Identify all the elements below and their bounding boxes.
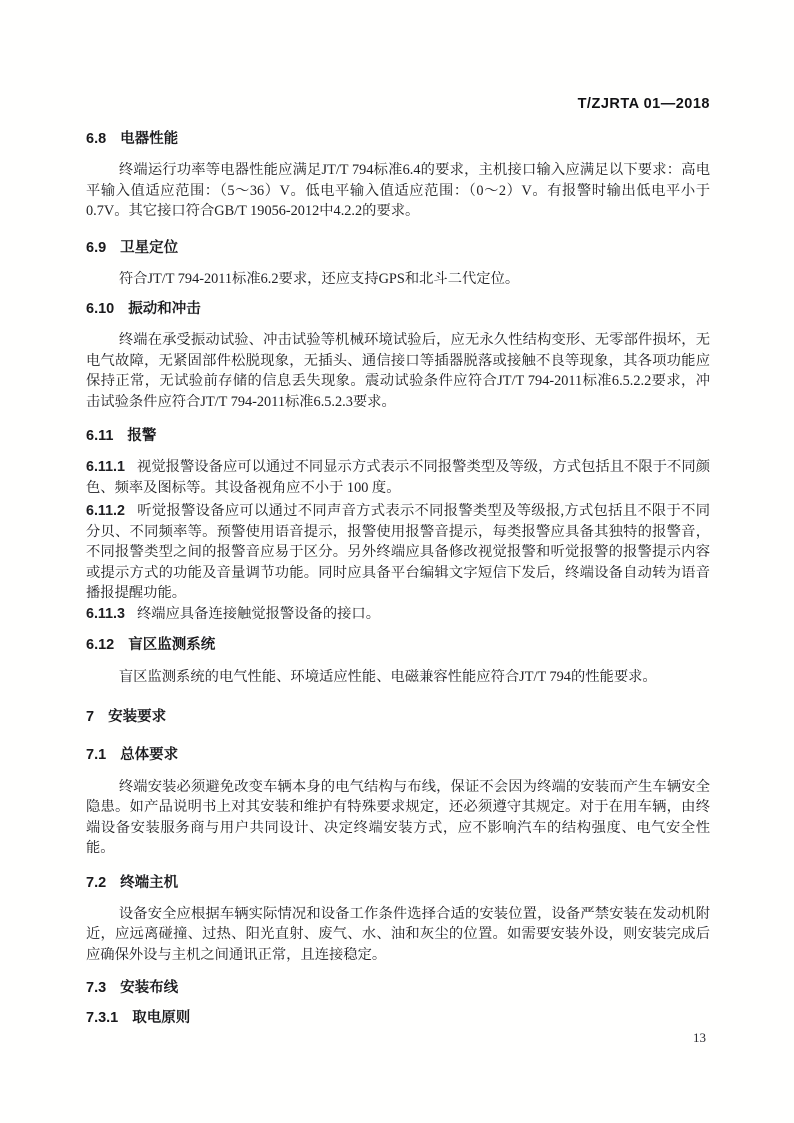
clause-title: 报警 xyxy=(127,428,157,444)
clause-number: 6.10 xyxy=(86,301,115,317)
clause-title: 卫星定位 xyxy=(120,239,179,256)
page-number: 13 xyxy=(693,1030,706,1045)
clause-heading-6-11 xyxy=(86,426,710,446)
subclause-text: 视觉报警设备应可以通过不同显示方式表示不同报警类型及等级，方式包括且不限于不同颜色、频率及图标等。其设备视角应不小于 100 度。 xyxy=(86,459,710,496)
clause-number: 6.8 xyxy=(86,131,107,147)
chapter-heading-7 xyxy=(86,707,710,727)
clause-body-6-12: 盲区监测系统的电气性能、环境适应性能、电磁兼容性能应符合JT/T 794的性能要求。 xyxy=(118,669,657,685)
clause-body-7-1: 终端安装必须避免改变车辆本身的电气结构与布线，保证不会因为终端的安装而产生车辆安全隐患。如产品说明书上对其安装和维护有特殊要求规定，还必须遵守其规定。对于在用车辆，由终端设备安装服务商与用户共同设计、决定终端安装方式，应不影响汽车的结构强度、电气安全性能。 xyxy=(86,778,710,856)
clause-title: 电器性能 xyxy=(120,131,179,147)
clause-heading-7-3 xyxy=(86,978,710,998)
clause-body-7-2: 设备安全应根据车辆实际情况和设备工作条件选择合适的安装位置，设备严禁安装在发动机附近，应远离碰撞、过热、阳光直射、废气、水、油和灰尘的位置。如需要安装外设，则安装完成后应确保外设与主机之间通讯正常，且连接稳定。 xyxy=(86,905,710,963)
clause-number: 7.2 xyxy=(86,874,107,891)
clause-number: 7.3 xyxy=(86,980,107,996)
subclause-text: 终端应具备连接触觉报警设备的接口。 xyxy=(136,605,381,622)
clause-body-6-9: 符合JT/T 794-2011标准6.2要求，还应支持GPS和北斗二代定位。 xyxy=(118,270,520,287)
subclause-number: 6.11.3 xyxy=(86,605,125,622)
clause-heading-6-10 xyxy=(86,299,710,319)
clause-heading-7-2 xyxy=(86,873,710,893)
subclause-text: 听觉报警设备应可以通过不同声音方式表示不同报警类型及等级报,方式包括且不限于不同分贝、不同频率等。预警使用语音提示，报警使用报警音提示，每类报警应具备其独特的报警音，不同报警类型之间的报警音应易于区分。另外终端应具备修改视觉报警和听觉报警的报警提示内容或提示方式的功能及音量调节功能。同时应具备平台编辑文字短信下发后，终端设备自动转为语音播报提醒功能。 xyxy=(86,503,710,601)
subclause-number: 6.11.2 xyxy=(86,503,125,519)
page-header xyxy=(86,97,710,112)
clause-title: 振动和冲击 xyxy=(128,301,201,317)
clause-body-6-10: 终端在承受振动试验、冲击试验等机械环境试验后，应无永久性结构变形、无零部件损坏，无电气故障，无紧固部件松脱现象，无插头、通信接口等插器脱落或接触不良等现象，其各项功能应保持正常，无试验前存储的信息丢失现象。震动试验条件应符合JT/T 794-2011标准6.5.2.2要求，冲击试验条件应符合JT/T 794-2011标准6.5.2.3要求。 xyxy=(86,332,710,410)
clause-title: 盲区监测系统 xyxy=(128,637,216,653)
clause-heading-7-3-1 xyxy=(86,1008,710,1028)
clause-number: 6.11 xyxy=(86,428,114,444)
subclause-6-11-1 xyxy=(86,457,710,498)
subclause-6-11-2 xyxy=(86,501,710,604)
clause-title: 总体要求 xyxy=(120,746,179,763)
clause-number: 7.3.1 xyxy=(86,1010,119,1026)
clause-title: 终端主机 xyxy=(120,874,179,891)
clause-title: 安装要求 xyxy=(108,708,167,725)
clause-number: 6.12 xyxy=(86,637,115,653)
standard-code: T/ZJRTA 01—2018 xyxy=(577,96,710,112)
clause-heading-6-12 xyxy=(86,635,710,655)
clause-title: 安装布线 xyxy=(120,980,179,996)
clause-heading-6-8 xyxy=(86,129,710,149)
subclause-number: 6.11.1 xyxy=(86,459,125,475)
clause-number: 7.1 xyxy=(86,746,107,763)
clause-heading-7-1 xyxy=(86,745,710,765)
clause-title: 取电原则 xyxy=(132,1010,191,1026)
clause-heading-6-9 xyxy=(86,238,710,258)
clause-number: 6.9 xyxy=(86,239,107,256)
subclause-6-11-3 xyxy=(86,604,710,625)
clause-body-6-8: 终端运行功率等电器性能应满足JT/T 794标准6.4的要求，主机接口输入应满足以下要求：高电平输入值适应范围：（5～36）V。低电平输入值适应范围：（0～2）V。有报警时输出低电平小于0.7V。其它接口符合GB/T 19056-2012中4.2.2的要求。 xyxy=(86,162,710,219)
clause-number: 7 xyxy=(86,708,95,725)
